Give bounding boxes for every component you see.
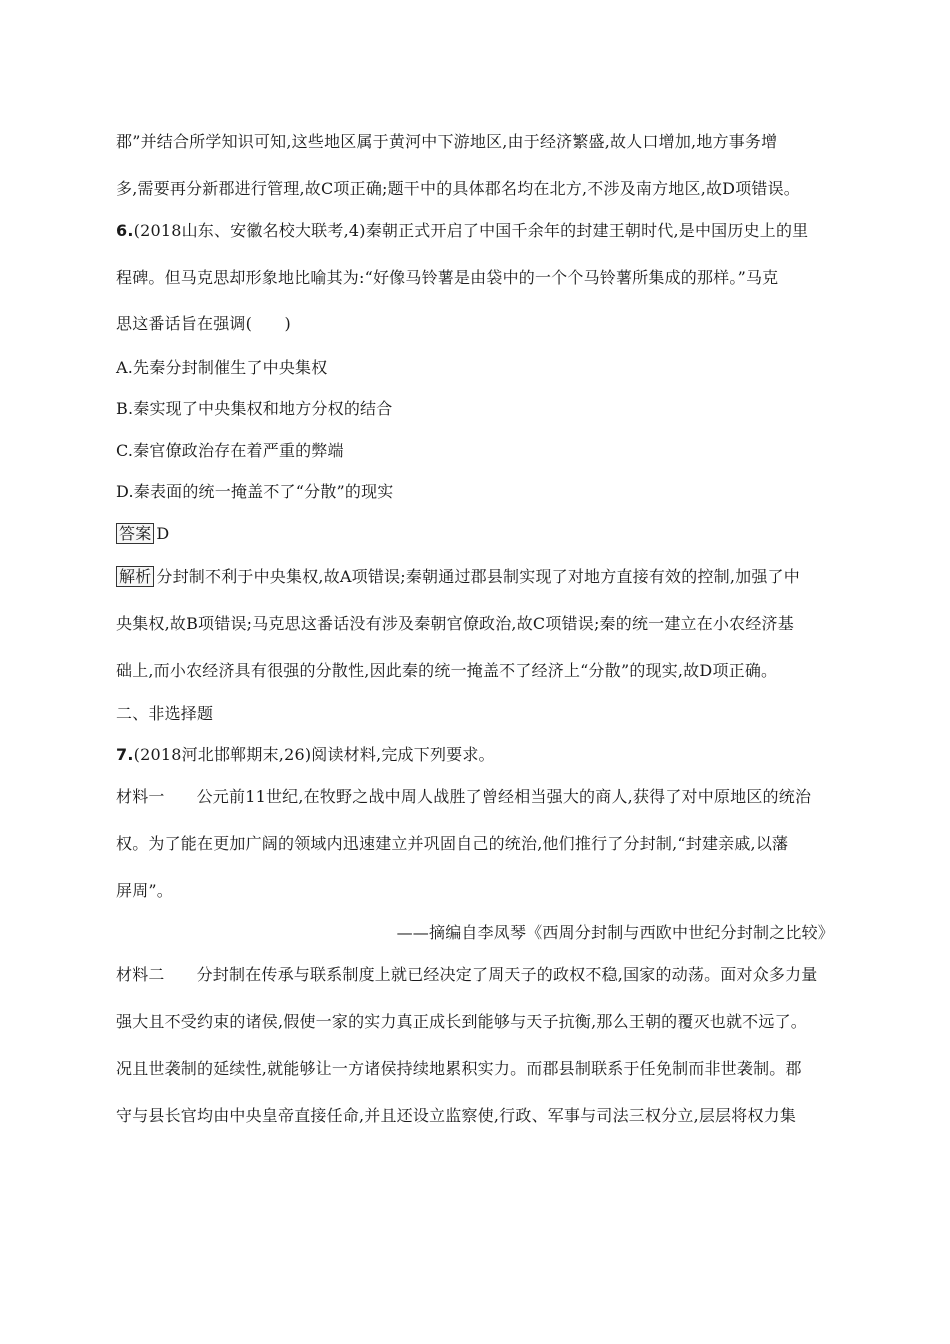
text-line: 屏周”。	[116, 881, 173, 900]
material-2-line	[116, 964, 834, 986]
question-number: 7.	[116, 745, 134, 764]
material-source: ——摘编自李凤琴《西周分封制与西欧中世纪分封制之比较》	[396, 923, 834, 942]
text-line: 权。为了能在更加广阔的领域内迅速建立并巩固自己的统治,他们推行了分封制,“封建亲戚,以藩	[116, 834, 789, 853]
analysis-line	[116, 566, 834, 588]
text-line: 程碑。但马克思却形象地比喻其为:“好像马铃薯是由袋中的一个个马铃薯所集成的那样。”马克	[116, 268, 779, 287]
question-7-line	[116, 744, 834, 766]
material-text: 分封制在传承与联系制度上就已经决定了周天子的政权不稳,国家的动荡。面对众多力量	[196, 965, 818, 984]
material-text: 公元前11世纪,在牧野之战中周人战胜了曾经相当强大的商人,获得了对中原地区的统治	[196, 787, 812, 806]
material-label: 材料一	[116, 787, 165, 806]
text-line: 守与县长官均由中央皇帝直接任命,并且还设立监察使,行政、军事与司法三权分立,层层将权力集	[116, 1106, 797, 1125]
analysis-text: 分封制不利于中央集权,故A项错误;秦朝通过郡县制实现了对地方直接有效的控制,加强了中	[156, 567, 800, 586]
text-line: 础上,而小农经济具有很强的分散性,因此秦的统一掩盖不了经济上“分散”的现实,故D项正确。	[116, 661, 778, 680]
question-6-line	[116, 220, 834, 242]
answer-value: D	[156, 524, 170, 543]
text-line: 央集权,故B项错误;马克思这番话没有涉及秦朝官僚政治,故C项错误;秦的统一建立在小农经济基	[116, 614, 794, 633]
question-text: (2018山东、安徽名校大联考,4)秦朝正式开启了中国千余年的封建王朝时代,是中国历史上的里	[133, 221, 809, 240]
option-d: D.秦表面的统一掩盖不了“分散”的现实	[116, 482, 394, 501]
option-c: C.秦官僚政治存在着严重的弊端	[116, 441, 344, 460]
question-text: (2018河北邯郸期末,26)阅读材料,完成下列要求。	[133, 745, 495, 764]
option-b: B.秦实现了中央集权和地方分权的结合	[116, 399, 393, 418]
text-line: 多,需要再分新郡进行管理,故C项正确;题干中的具体郡名均在北方,不涉及南方地区,故D项错误。	[116, 179, 801, 198]
question-number: 6.	[116, 221, 134, 240]
text-line: 强大且不受约束的诸侯,假使一家的实力真正成长到能够与天子抗衡,那么王朝的覆灭也就不远了。	[116, 1012, 807, 1031]
section-heading: 二、非选择题	[116, 704, 214, 723]
option-a: A.先秦分封制催生了中央集权	[116, 358, 328, 377]
material-label: 材料二	[116, 965, 165, 984]
text-line: 况且世袭制的延续性,就能够让一方诸侯持续地累积实力。而郡县制联系于任免制而非世袭制。郡	[116, 1059, 802, 1078]
analysis-tag: 解析	[116, 566, 154, 587]
text-line: 思这番话旨在强调( )	[116, 314, 291, 333]
material-1-line	[116, 786, 834, 808]
answer-tag: 答案	[116, 523, 154, 544]
text-line: 郡”并结合所学知识可知,这些地区属于黄河中下游地区,由于经济繁盛,故人口增加,地方事务增	[116, 132, 778, 151]
answer-line	[116, 523, 834, 545]
